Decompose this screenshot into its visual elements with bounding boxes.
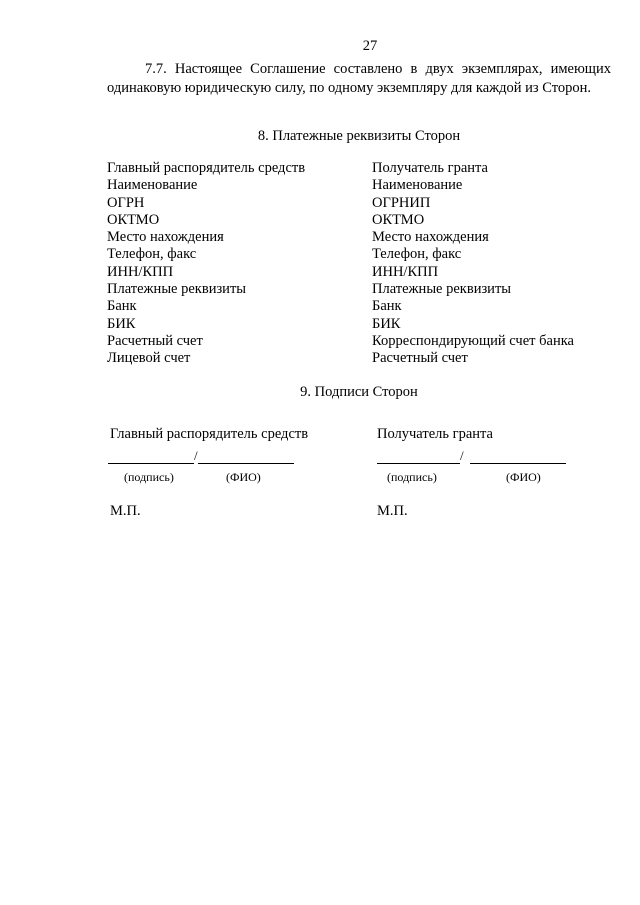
page-number: 27 xyxy=(362,38,378,54)
left-signature-line xyxy=(108,448,294,464)
signature-separator: / xyxy=(194,448,198,463)
left-detail-row: ИНН/КПП xyxy=(107,263,174,280)
name-blank xyxy=(198,449,294,464)
right-detail-row: Телефон, факс xyxy=(372,246,462,263)
section-9-title: 9. Подписи Сторон xyxy=(300,384,418,400)
right-detail-row: Банк xyxy=(372,298,402,315)
left-detail-row: Расчетный счет xyxy=(107,332,203,349)
left-party-label: Главный распорядитель средств xyxy=(110,426,309,442)
left-detail-row: Наименование xyxy=(107,177,198,194)
right-detail-row: Платежные реквизиты xyxy=(372,281,512,298)
left-detail-row: Платежные реквизиты xyxy=(107,281,247,298)
left-signature-hint: (подпись) xyxy=(124,470,174,484)
section-8-title: 8. Платежные реквизиты Сторон xyxy=(257,128,461,144)
right-signature-line xyxy=(377,448,566,464)
signature-separator: / xyxy=(460,448,464,463)
left-detail-row: Главный распорядитель средств xyxy=(107,160,306,176)
right-detail-row: Наименование xyxy=(372,177,463,194)
right-party-label: Получатель гранта xyxy=(377,426,493,442)
left-detail-row: ОКТМО xyxy=(107,211,160,228)
left-detail-row: ОГРН xyxy=(107,194,145,211)
name-blank xyxy=(470,449,566,464)
paragraph-7-7: 7.7. Настоящее Соглашение составлено в двух экземплярах, имеющих одинаковую юридическую силу, по одному экземпляру для каждой из Сторон. xyxy=(107,61,611,96)
right-detail-row: ОКТМО xyxy=(372,211,425,228)
right-stamp: М.П. xyxy=(377,503,408,519)
right-detail-row: Получатель гранта xyxy=(372,160,488,176)
right-detail-row: Место нахождения xyxy=(372,229,489,246)
payment-details-left xyxy=(107,160,305,368)
right-detail-row: БИК xyxy=(372,315,401,332)
right-detail-row: ОГРНИП xyxy=(372,194,431,211)
right-detail-row: Корреспондирующий счет банка xyxy=(372,332,574,349)
signature-blank xyxy=(108,449,194,464)
right-detail-row: ИНН/КПП xyxy=(372,263,439,280)
right-name-hint: (ФИО) xyxy=(506,470,541,484)
right-detail-row: Расчетный счет xyxy=(372,350,468,367)
left-name-hint: (ФИО) xyxy=(226,470,261,484)
payment-details-right xyxy=(372,160,574,368)
left-detail-row: Телефон, факс xyxy=(107,246,197,263)
left-stamp: М.П. xyxy=(110,503,141,519)
left-detail-row: Банк xyxy=(107,298,137,315)
left-detail-row: Место нахождения xyxy=(107,229,224,246)
left-detail-row: БИК xyxy=(107,315,136,332)
signature-blank xyxy=(377,449,460,464)
left-detail-row: Лицевой счет xyxy=(107,350,191,367)
right-signature-hint: (подпись) xyxy=(387,470,437,484)
